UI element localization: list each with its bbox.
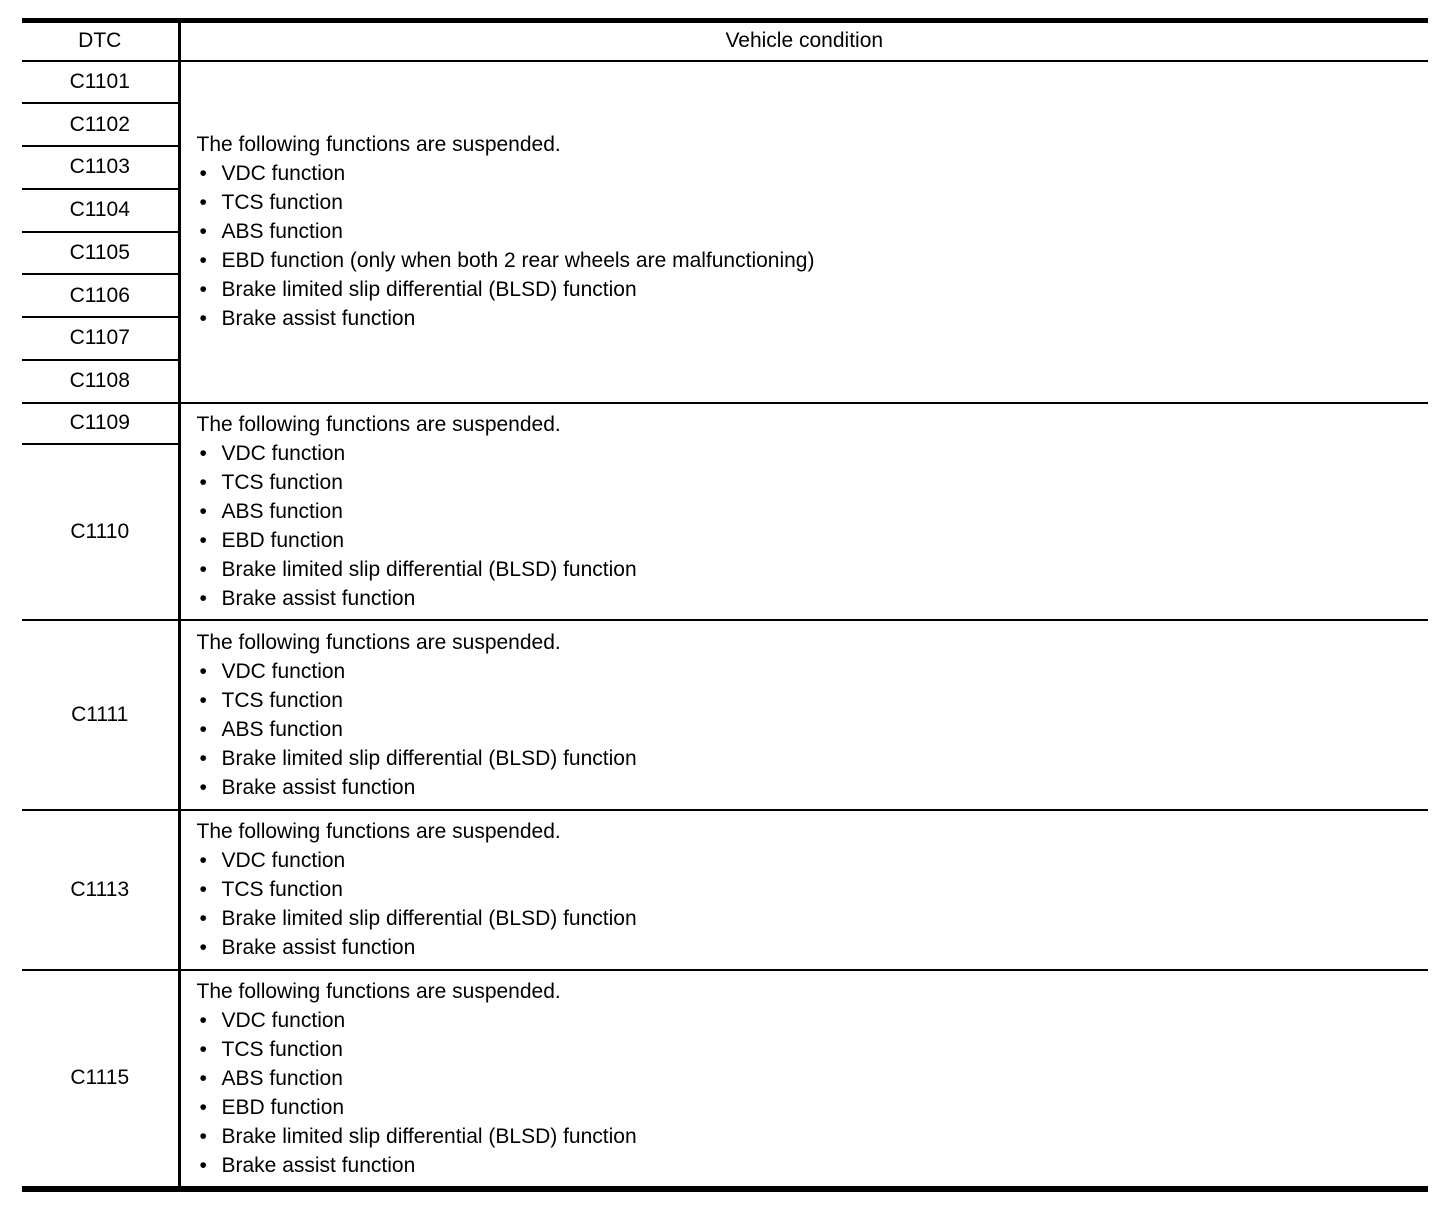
condition-bullet-text: ABS function xyxy=(221,1066,343,1090)
condition-bullet-text: ABS function xyxy=(221,499,343,523)
bullet-icon: • xyxy=(199,528,207,552)
condition-bullet-item xyxy=(197,584,1417,613)
condition-intro: The following functions are suspended. xyxy=(196,630,561,654)
vehicle-condition-cell xyxy=(179,810,1428,970)
table-row xyxy=(22,61,1428,104)
bullet-icon: • xyxy=(199,936,207,959)
condition-bullet-item xyxy=(197,497,1417,526)
header-row xyxy=(22,21,1428,61)
condition-bullet-text: Brake assist function xyxy=(221,1153,416,1177)
dtc-column-header: DTC xyxy=(22,21,179,61)
bullet-icon: • xyxy=(199,499,207,523)
condition-intro: The following functions are suspended. xyxy=(196,820,561,843)
condition-bullet-text: EBD function xyxy=(221,528,345,552)
condition-bullet-item xyxy=(197,468,1417,497)
bullet-icon: • xyxy=(199,1066,207,1090)
condition-bullet-text: TCS function xyxy=(221,191,343,214)
condition-bullet-text: ABS function xyxy=(221,717,343,741)
condition-bullet-text: ABS function xyxy=(221,220,343,243)
condition-bullet-text: VDC function xyxy=(221,1008,346,1032)
condition-bullet-item xyxy=(197,246,1417,275)
dtc-code-cell: C1102 xyxy=(22,103,179,146)
bullet-icon: • xyxy=(199,907,207,930)
dtc-code-cell: C1107 xyxy=(22,317,179,360)
dtc-code-cell: C1101 xyxy=(22,61,179,104)
condition-bullet-item xyxy=(197,1151,1417,1180)
dtc-code-cell: C1113 xyxy=(22,810,179,970)
table-row xyxy=(22,620,1428,810)
dtc-code-cell: C1111 xyxy=(22,620,179,810)
condition-bullet-item xyxy=(197,1122,1417,1151)
dtc-code-cell: C1106 xyxy=(22,274,179,317)
condition-bullet-item xyxy=(197,1035,1417,1064)
condition-bullet-text: VDC function xyxy=(221,441,346,465)
bullet-icon: • xyxy=(199,162,207,185)
condition-bullet-item xyxy=(197,275,1417,304)
condition-column-header: Vehicle condition xyxy=(179,21,1428,61)
bullet-icon: • xyxy=(199,775,207,799)
condition-intro: The following functions are suspended. xyxy=(196,412,561,436)
condition-bullet-text: Brake limited slip differential (BLSD) function xyxy=(221,746,637,770)
bullet-icon: • xyxy=(199,1153,207,1177)
bullet-icon: • xyxy=(199,307,207,330)
bullet-icon: • xyxy=(199,441,207,465)
bullet-icon: • xyxy=(199,849,207,872)
condition-bullet-item xyxy=(197,744,1417,773)
dtc-code-cell: C1108 xyxy=(22,360,179,403)
bullet-icon: • xyxy=(199,586,207,610)
condition-bullet-text: TCS function xyxy=(221,878,343,901)
dtc-code-cell: C1103 xyxy=(22,146,179,189)
condition-bullet-item xyxy=(197,933,1417,962)
vehicle-condition-cell xyxy=(179,61,1428,403)
condition-bullet-item xyxy=(197,555,1417,584)
condition-bullet-text: Brake assist function xyxy=(221,307,416,330)
condition-bullet-item xyxy=(197,1093,1417,1122)
condition-bullet-item xyxy=(197,1064,1417,1093)
vehicle-condition-cell xyxy=(179,970,1428,1189)
condition-bullet-item xyxy=(197,526,1417,555)
condition-bullet-text: Brake limited slip differential (BLSD) function xyxy=(221,557,637,581)
condition-bullet-item xyxy=(197,904,1417,933)
bullet-icon: • xyxy=(199,746,207,770)
bullet-icon: • xyxy=(199,278,207,301)
condition-bullet-item xyxy=(197,159,1417,188)
condition-intro: The following functions are suspended. xyxy=(196,133,561,156)
bullet-icon: • xyxy=(199,878,207,901)
condition-bullet-text: VDC function xyxy=(221,849,346,872)
bullet-icon: • xyxy=(199,1095,207,1119)
bullet-icon: • xyxy=(199,249,207,272)
dtc-code-cell: C1105 xyxy=(22,232,179,275)
condition-bullet-item xyxy=(197,686,1417,715)
condition-bullet-text: Brake limited slip differential (BLSD) function xyxy=(221,1124,637,1148)
vehicle-condition-cell xyxy=(179,620,1428,810)
dtc-code-cell: C1104 xyxy=(22,189,179,232)
condition-bullet-item xyxy=(197,715,1417,744)
condition-bullet-text: Brake assist function xyxy=(221,936,416,959)
dtc-code-cell: C1115 xyxy=(22,970,179,1189)
condition-bullet-text: VDC function xyxy=(221,162,346,185)
condition-bullet-text: EBD function (only when both 2 rear wheels are malfunctioning) xyxy=(221,249,815,272)
condition-bullet-item xyxy=(197,304,1417,333)
condition-bullet-item xyxy=(197,217,1417,246)
condition-bullet-text: Brake limited slip differential (BLSD) function xyxy=(221,278,637,301)
dtc-code-cell: C1110 xyxy=(22,444,179,620)
condition-bullet-text: Brake assist function xyxy=(221,586,416,610)
table-row xyxy=(22,970,1428,1189)
condition-bullet-item xyxy=(197,773,1417,802)
condition-bullet-item xyxy=(197,188,1417,217)
condition-intro: The following functions are suspended. xyxy=(196,979,561,1003)
condition-bullet-text: TCS function xyxy=(221,688,343,712)
condition-bullet-text: Brake assist function xyxy=(221,775,416,799)
bullet-icon: • xyxy=(199,1124,207,1148)
condition-bullet-item xyxy=(197,1006,1417,1035)
bullet-icon: • xyxy=(199,717,207,741)
dtc-code-cell: C1109 xyxy=(22,403,179,444)
bullet-icon: • xyxy=(199,220,207,243)
vehicle-condition-cell xyxy=(179,403,1428,620)
bullet-icon: • xyxy=(199,688,207,712)
condition-bullet-text: VDC function xyxy=(221,659,346,683)
table-row xyxy=(22,403,1428,444)
condition-bullet-item xyxy=(197,657,1417,686)
bullet-icon: • xyxy=(199,659,207,683)
condition-bullet-text: TCS function xyxy=(221,470,343,494)
condition-bullet-text: TCS function xyxy=(221,1037,343,1061)
condition-bullet-item xyxy=(197,846,1417,875)
bullet-icon: • xyxy=(199,1037,207,1061)
condition-bullet-item xyxy=(197,439,1417,468)
condition-bullet-text: Brake limited slip differential (BLSD) function xyxy=(221,907,637,930)
condition-bullet-item xyxy=(197,875,1417,904)
bullet-icon: • xyxy=(199,557,207,581)
bullet-icon: • xyxy=(199,191,207,214)
dtc-table xyxy=(22,18,1428,1192)
bullet-icon: • xyxy=(199,1008,207,1032)
bullet-icon: • xyxy=(199,470,207,494)
condition-bullet-text: EBD function xyxy=(221,1095,345,1119)
table-row xyxy=(22,810,1428,970)
